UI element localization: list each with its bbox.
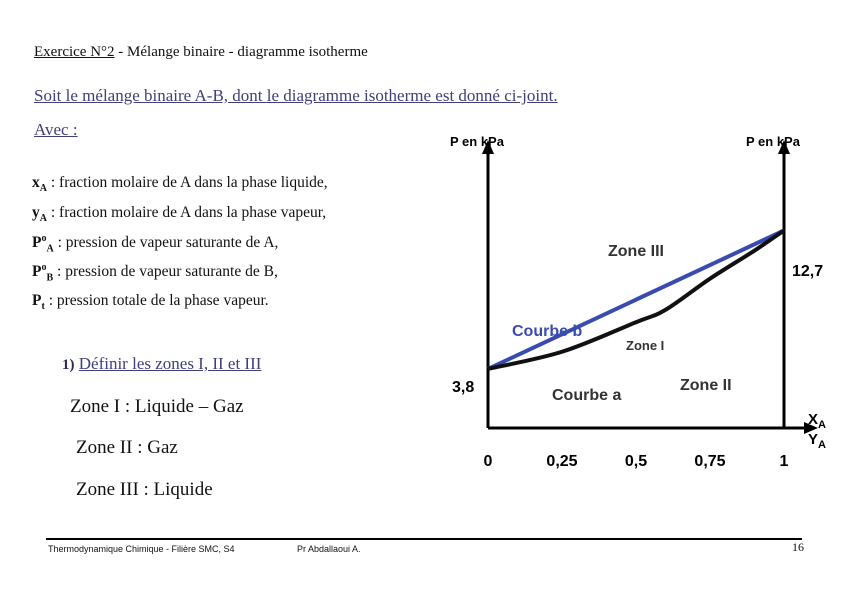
left-value-label: 3,8 bbox=[452, 379, 475, 396]
right-y-axis-label: P en kPa bbox=[746, 134, 800, 149]
x-axis-label-xa: $X_A$ bbox=[808, 411, 826, 431]
exercise-number: Exercice N°2 bbox=[34, 44, 115, 60]
x-tick-labels bbox=[484, 453, 789, 470]
intro-line-2: Avec : bbox=[34, 120, 78, 139]
definition-ya: $y_A$ : fraction molaire de A dans la phase vapeur, bbox=[32, 204, 327, 225]
intro-line-1: Soit le mélange binaire A-B, dont le diagramme isotherme est donné ci-joint. bbox=[34, 86, 558, 105]
answer-zone-1: Zone I : Liquide – Gaz bbox=[70, 396, 244, 417]
definition-pt: $P_t$ : pression totale de la phase vapeur. bbox=[32, 292, 269, 313]
footer-page-number: 16 bbox=[792, 540, 804, 554]
exercise-title bbox=[34, 44, 368, 61]
x-tick-label: 0,75 bbox=[694, 453, 726, 470]
definition-xa: $x_A$ : fraction molaire de A dans la phase liquide, bbox=[32, 174, 328, 195]
left-y-axis-label: P en kPa bbox=[450, 134, 504, 149]
x-axis-label-ya: $Y_A$ bbox=[808, 431, 826, 451]
answer-zone-2: Zone II : Gaz bbox=[76, 437, 178, 458]
curve-a-label: Courbe a bbox=[552, 387, 622, 404]
definition-pob: $P^o_B$ : pression de vapeur saturante de B, bbox=[32, 262, 278, 284]
x-tick-label: 0,25 bbox=[546, 453, 578, 470]
footer-course: Thermodynamique Chimique - Filière SMC, S4 bbox=[48, 544, 235, 554]
zone-1-label: Zone I bbox=[626, 338, 665, 353]
x-tick-label: 0 bbox=[483, 453, 493, 470]
definition-poa: $P^o_A$ : pression de vapeur saturante de A, bbox=[32, 233, 279, 255]
question-1: 1) Définir les zones I, II et III bbox=[62, 354, 262, 373]
isotherm-diagram bbox=[440, 126, 840, 476]
zone-3-label: Zone III bbox=[608, 243, 664, 260]
footer-divider bbox=[46, 538, 802, 540]
answer-zone-3: Zone III : Liquide bbox=[76, 479, 213, 500]
footer-author: Pr Abdallaoui A. bbox=[297, 544, 361, 554]
x-tick-label: 0,5 bbox=[624, 453, 648, 470]
x-tick-label: 1 bbox=[779, 453, 789, 470]
curve-b-label: Courbe b bbox=[512, 323, 583, 340]
right-value-label: 12,7 bbox=[792, 263, 824, 280]
exercise-subtitle: - Mélange binaire - diagramme isotherme bbox=[114, 44, 368, 60]
zone-2-label: Zone II bbox=[680, 377, 732, 394]
